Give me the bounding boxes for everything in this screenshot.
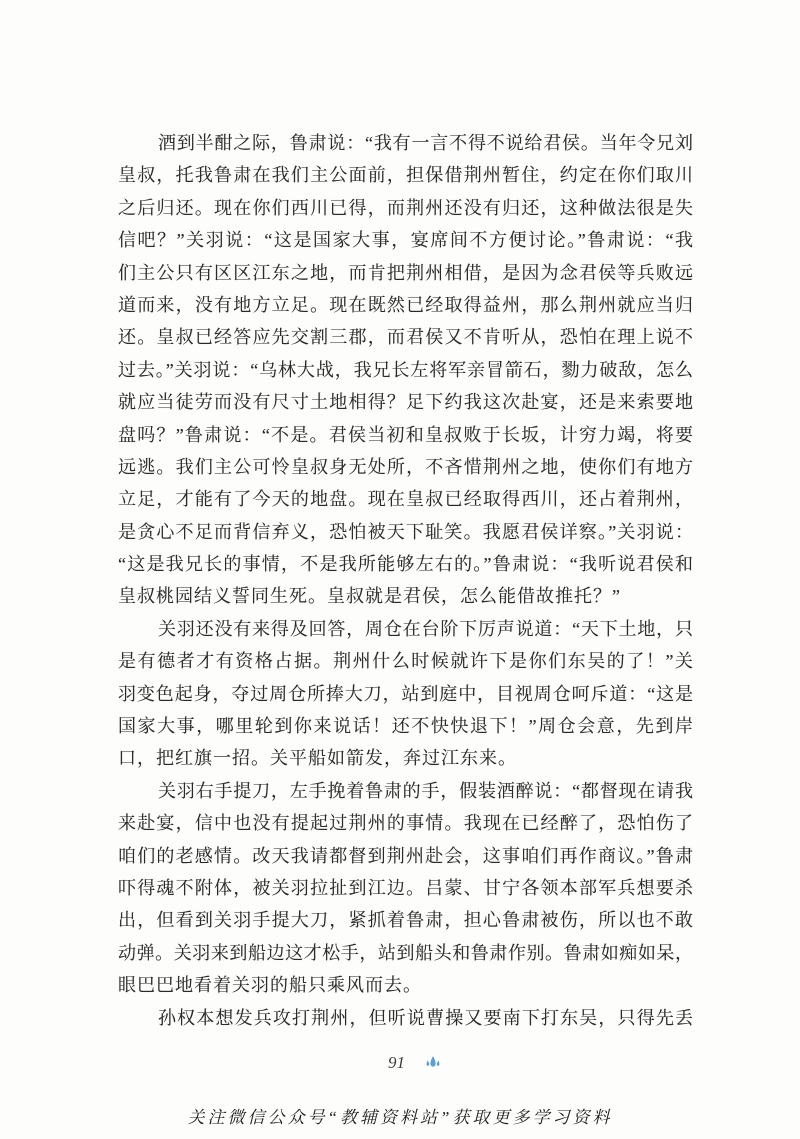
text-line: 酒到半酣之际，鲁肃说：“我有一言不得不说给君侯。当年令兄刘 [158,133,693,153]
page-number: 91 [388,1053,405,1072]
text-line: “这是我兄长的事情，不是我所能够左右的。”鲁肃说：“我听说君侯和 [118,554,693,575]
paragraph [118,1002,693,1034]
text-line: 动弹。关羽来到船边这才松手，站到船头和鲁肃作别。鲁肃如痴如呆， [118,942,693,963]
text-line: 眼巴巴地看着关羽的船只乘风而去。 [118,975,422,996]
text-line: 是贪心不足而背信弃义，恐怕被天下耻笑。我愿君侯详察。”关羽说： [118,521,693,542]
text-line: 是有德者才有资格占据。荆州什么时候就许下是你们东吴的了！”关 [118,651,693,672]
footer-watermark: 关注微信公众号“教辅资料站”获取更多学习资料 [187,1108,613,1127]
text-line: 立足，才能有了今天的地盘。现在皇叔已经取得西川，还占着荆州， [118,489,693,510]
text-line: 信吧？”关羽说：“这是国家大事，宴席间不方便讨论。”鲁肃说：“我 [118,230,693,251]
text-line: 咱们的老感情。改天我请都督到荆州赴会，这事咱们再作商议。”鲁肃 [118,845,693,866]
text-line: 过去。”关羽说：“乌林大战，我兄长左将军亲冒箭石，勠力破敌，怎么 [118,359,693,380]
text-line: 出，但看到关羽手提大刀，紧抓着鲁肃，担心鲁肃被伤，所以也不敢 [118,910,693,931]
text-line: 之后归还。现在你们西川已得，而荆州还没有归还，这种做法很是失 [118,197,693,218]
text-line: 们主公只有区区江东之地，而肯把荆州相借，是因为念君侯等兵败远 [118,262,693,283]
text-line: 孙权本想发兵攻打荆州，但听说曹操又要南下打东吴，只得先丢 [158,1007,693,1028]
text-line: 国家大事，哪里轮到你来说话！还不快快退下！”周仓会意，先到岸 [118,716,693,737]
text-line: 还。皇叔已经答应先交割三郡，而君侯又不肯听从，恐怕在理上说不 [118,327,693,348]
water-drop-icon [425,1055,441,1070]
text-line: 皇叔，托我鲁肃在我们主公面前，担保借荆州暂住，约定在你们取川 [118,165,693,186]
text-line: 皇叔桃园结义誓同生死。皇叔就是君侯，怎么能借故推托？” [118,586,621,607]
text-line: 关羽右手提刀，左手挽着鲁肃的手，假装酒醉说：“都督现在请我 [158,780,693,801]
paragraph [118,127,693,613]
text-line: 就应当徒劳而没有尺寸土地相得？足下约我这次赴宴，还是来索要地 [118,392,693,413]
text-line: 盘吗？”鲁肃说：“不是。君侯当初和皇叔败于长坂，计穷力竭，将要 [118,424,693,445]
text-line: 远逃。我们主公可怜皇叔身无处所，不吝惜荆州之地，使你们有地方 [118,456,693,477]
body-text [118,127,693,1034]
text-line: 来赴宴，信中也没有提起过荆州的事情。我现在已经醉了，恐怕伤了 [118,813,693,834]
text-line: 道而来，没有地方立足。现在既然已经取得益州，那么荆州就应当归 [118,294,693,315]
page-number-area [370,1050,450,1076]
paragraph [118,613,693,775]
text-line: 羽变色起身，夺过周仓所捧大刀，站到庭中，目视周仓呵斥道：“这是 [118,683,693,704]
text-line: 吓得魂不附体，被关羽拉扯到江边。吕蒙、甘宁各领本部军兵想要杀 [118,877,693,898]
text-line: 口，把红旗一招。关平船如箭发，奔过江东来。 [118,748,517,769]
paragraph [118,775,693,1002]
text-line: 关羽还没有来得及回答，周仓在台阶下厉声说道：“天下土地，只 [158,618,693,639]
